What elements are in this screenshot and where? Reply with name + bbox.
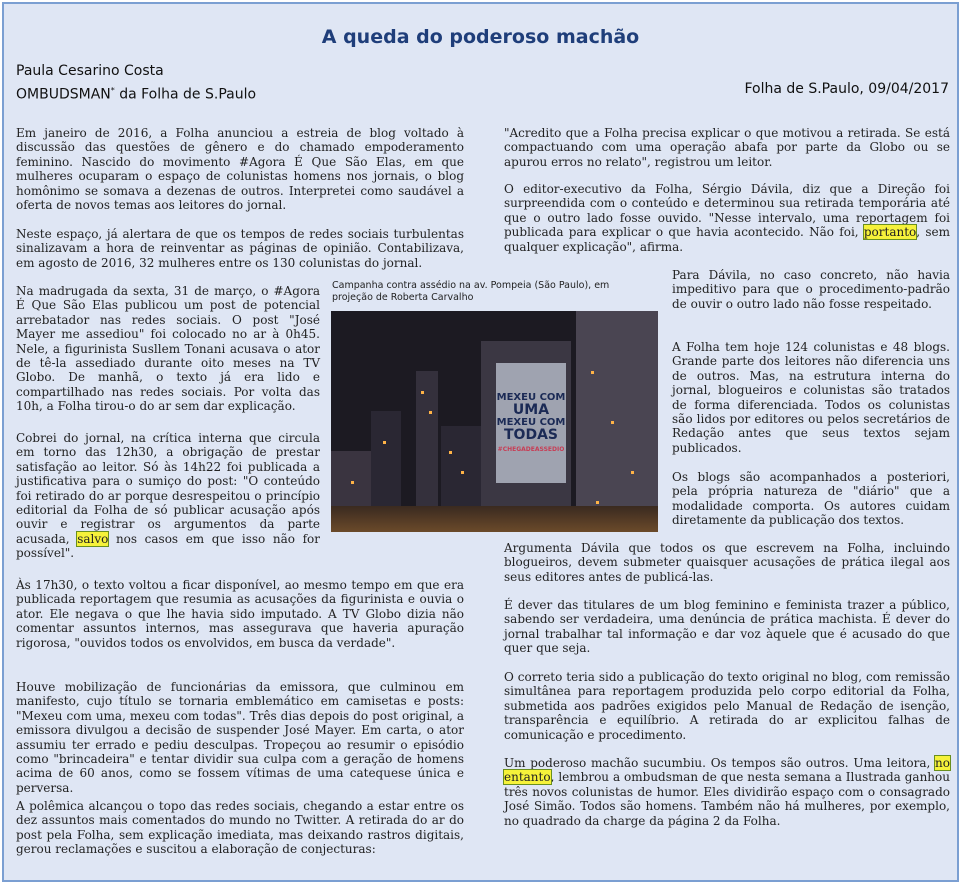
paragraph-14: É dever das titulares de um blog feminino e feminista trazer a público, sabendo ser verdadeira, uma denúncia de prática machista. É dever do jornal trabalhar tal informação e dar voz àquele que é acusado do que quer que seja.	[504, 598, 950, 656]
campaign-photo	[331, 311, 658, 532]
highlight-salvo: salvo	[77, 531, 109, 546]
paragraph-9: O editor-executivo da Folha, Sérgio Dávila, diz que a Direção foi surpreendida com o conteúdo e determinou sua retirada temporária até que o outro lado fosse ouvido. "Nesse intervalo, uma reportagem foi publicada para explicar o que havia acontecido. Não foi, portanto, sem qualquer explicação", afirma.	[504, 182, 950, 254]
paragraph-8: "Acredito que a Folha precisa explicar o que motivou a retirada. Se está compactuando com uma operação abafa por parte da Globo ou se apurou erros no relato", registrou um leitor.	[504, 126, 950, 169]
paragraph-11: A Folha tem hoje 124 colunistas e 48 blogs. Grande parte dos leitores não diferencia uns de outros. Mas, na estrutura interna do jornal, blogueiros e colunistas são tratados de forma diferenciada. Todos os colunistas são lidos por editores ou pelos secretários de Redação antes que seus textos sejam publicados.	[672, 340, 950, 455]
paragraph-4: Cobrei do jornal, na crítica interna que circula em torno das 12h30, a obrigação de prestar satisfação ao leitor. Só às 14h22 foi publicada a justificativa para o sumiço do post: "O conteúdo foi retirado do ar porque desrespeitou o princípio editorial da Folha de só publicar acusação após ouvir e registrar os argumentos da parte acusada, salvo nos casos em que isso não for possível".	[16, 431, 321, 561]
article-title: A queda do poderoso machão	[321, 26, 640, 48]
paragraph-16: Um poderoso machão sucumbiu. Os tempos são outros. Uma leitora, no entanto, lembrou a ombudsman de que nesta semana a Ilustrada ganhou três novos colunistas de humor. Eles dividirão espaço com o consagrado José Simão. Todos são homens. Também não há mulheres, por exemplo, no quadrado da charge da página 2 da Folha.	[504, 756, 950, 828]
paragraph-12: Os blogs são acompanhados a posteriori, pela própria natureza de "diário" que a modalidade comporta. Os autores cuidam diretamente da publicação dos textos.	[672, 470, 950, 528]
paragraph-10: Para Dávila, no caso concreto, não havia impeditivo para que o procedimento-padrão de ouvir o outro lado não fosse respeitado.	[672, 268, 950, 311]
article-frame	[2, 2, 959, 882]
paragraph-3: Na madrugada da sexta, 31 de março, o #Agora É Que São Elas publicou um post de potencial arrebatador nas redes sociais. O post "José Mayer me assediou" foi colocado no ar à 0h45. Nele, a figurinista Susllem Tonani acusava o ator de tê-la assediado durante oito meses na TV Globo. De manhã, o texto já era lido e compartilhado nas redes sociais. Por volta das 10h, a Folha tirou-o do ar sem dar explicação.	[16, 284, 320, 414]
highlight-portanto: portanto	[863, 225, 917, 240]
author-name: Paula Cesarino Costa	[16, 63, 164, 79]
paragraph-1: Em janeiro de 2016, a Folha anunciou a estreia de blog voltado à discussão das questões de gênero e do chamado empoderamento feminino. Nascido do movimento #Agora É Que São Elas, em que mulheres ocuparam o espaço de colunistas homens nos jornais, o blog homônimo se somava a dezenas de outros. Interpretei como saudável a oferta de novos temas aos leitores do jornal.	[16, 126, 464, 213]
paragraph-7: A polêmica alcançou o topo das redes sociais, chegando a estar entre os dez assuntos mais comentados do mundo no Twitter. A retirada do ar do post pela Folha, sem explicação imediata, mas deixando rastros digitais, gerou reclamações e suscitou a elaboração de conjecturas:	[16, 799, 464, 857]
author-block	[16, 62, 256, 105]
paragraph-2: Neste espaço, já alertara de que os tempos de redes sociais turbulentas sinalizavam a hora de reinventar as páginas de opinião. Contabilizava, em agosto de 2016, 32 mulheres entre os 130 colunistas do jornal.	[16, 227, 464, 270]
photo-caption: Campanha contra assédio na av. Pompeia (São Paulo), em projeção de Roberta Carvalho	[332, 280, 610, 303]
paragraph-15: O correto teria sido a publicação do texto original no blog, com remissão simultânea para reportagem produzida pelo corpo editorial da Folha, submetida aos padrões exigidos pelo Manual de Redação de isenção, transparência e equilíbrio. A retirada do ar explicitou falhas de comunicação e procedimento.	[504, 670, 950, 742]
highlight-no-entanto: no entanto	[504, 756, 950, 785]
paragraph-13: Argumenta Dávila que todos os que escrevem na Folha, incluindo blogueiros, devem submeter quaisquer acusações de prática ilegal aos seus editores antes de publicá-las.	[504, 541, 950, 584]
author-role: OMBUDSMAN* da Folha de S.Paulo	[16, 86, 257, 103]
paragraph-5: Às 17h30, o texto voltou a ficar disponível, ao mesmo tempo em que era publicada reportagem que resumia as acusações da figurinista e ouvia o ator. Ele negava o que lhe havia sido imputado. A TV Globo dizia não comentar assuntos internos, mas assegurava que haveria apuração rigorosa, "ouvidos todos os envolvidos, em busca da verdade".	[16, 578, 464, 650]
paragraph-6: Houve mobilização de funcionárias da emissora, que culminou em manifesto, cujo título se tornaria emblemático em camisetas e posts: "Mexeu com uma, mexeu com todas". Três dias depois do post original, a emissora divulgou a decisão de suspender José Mayer. Em carta, o ator assumiu ter errado e pediu desculpas. Tropeçou ao resumir o episódio como "brincadeira" e tentar dividir sua culpa com a geração de homens acima de 60 anos, como se fossem vítimas de uma catequese única e perversa.	[16, 680, 464, 795]
projection-sign: MEXEU COM UMA MEXEU COM TODAS #CHEGADEASSEDIO	[496, 363, 566, 483]
dateline: Folha de S.Paulo, 09/04/2017	[744, 81, 949, 97]
